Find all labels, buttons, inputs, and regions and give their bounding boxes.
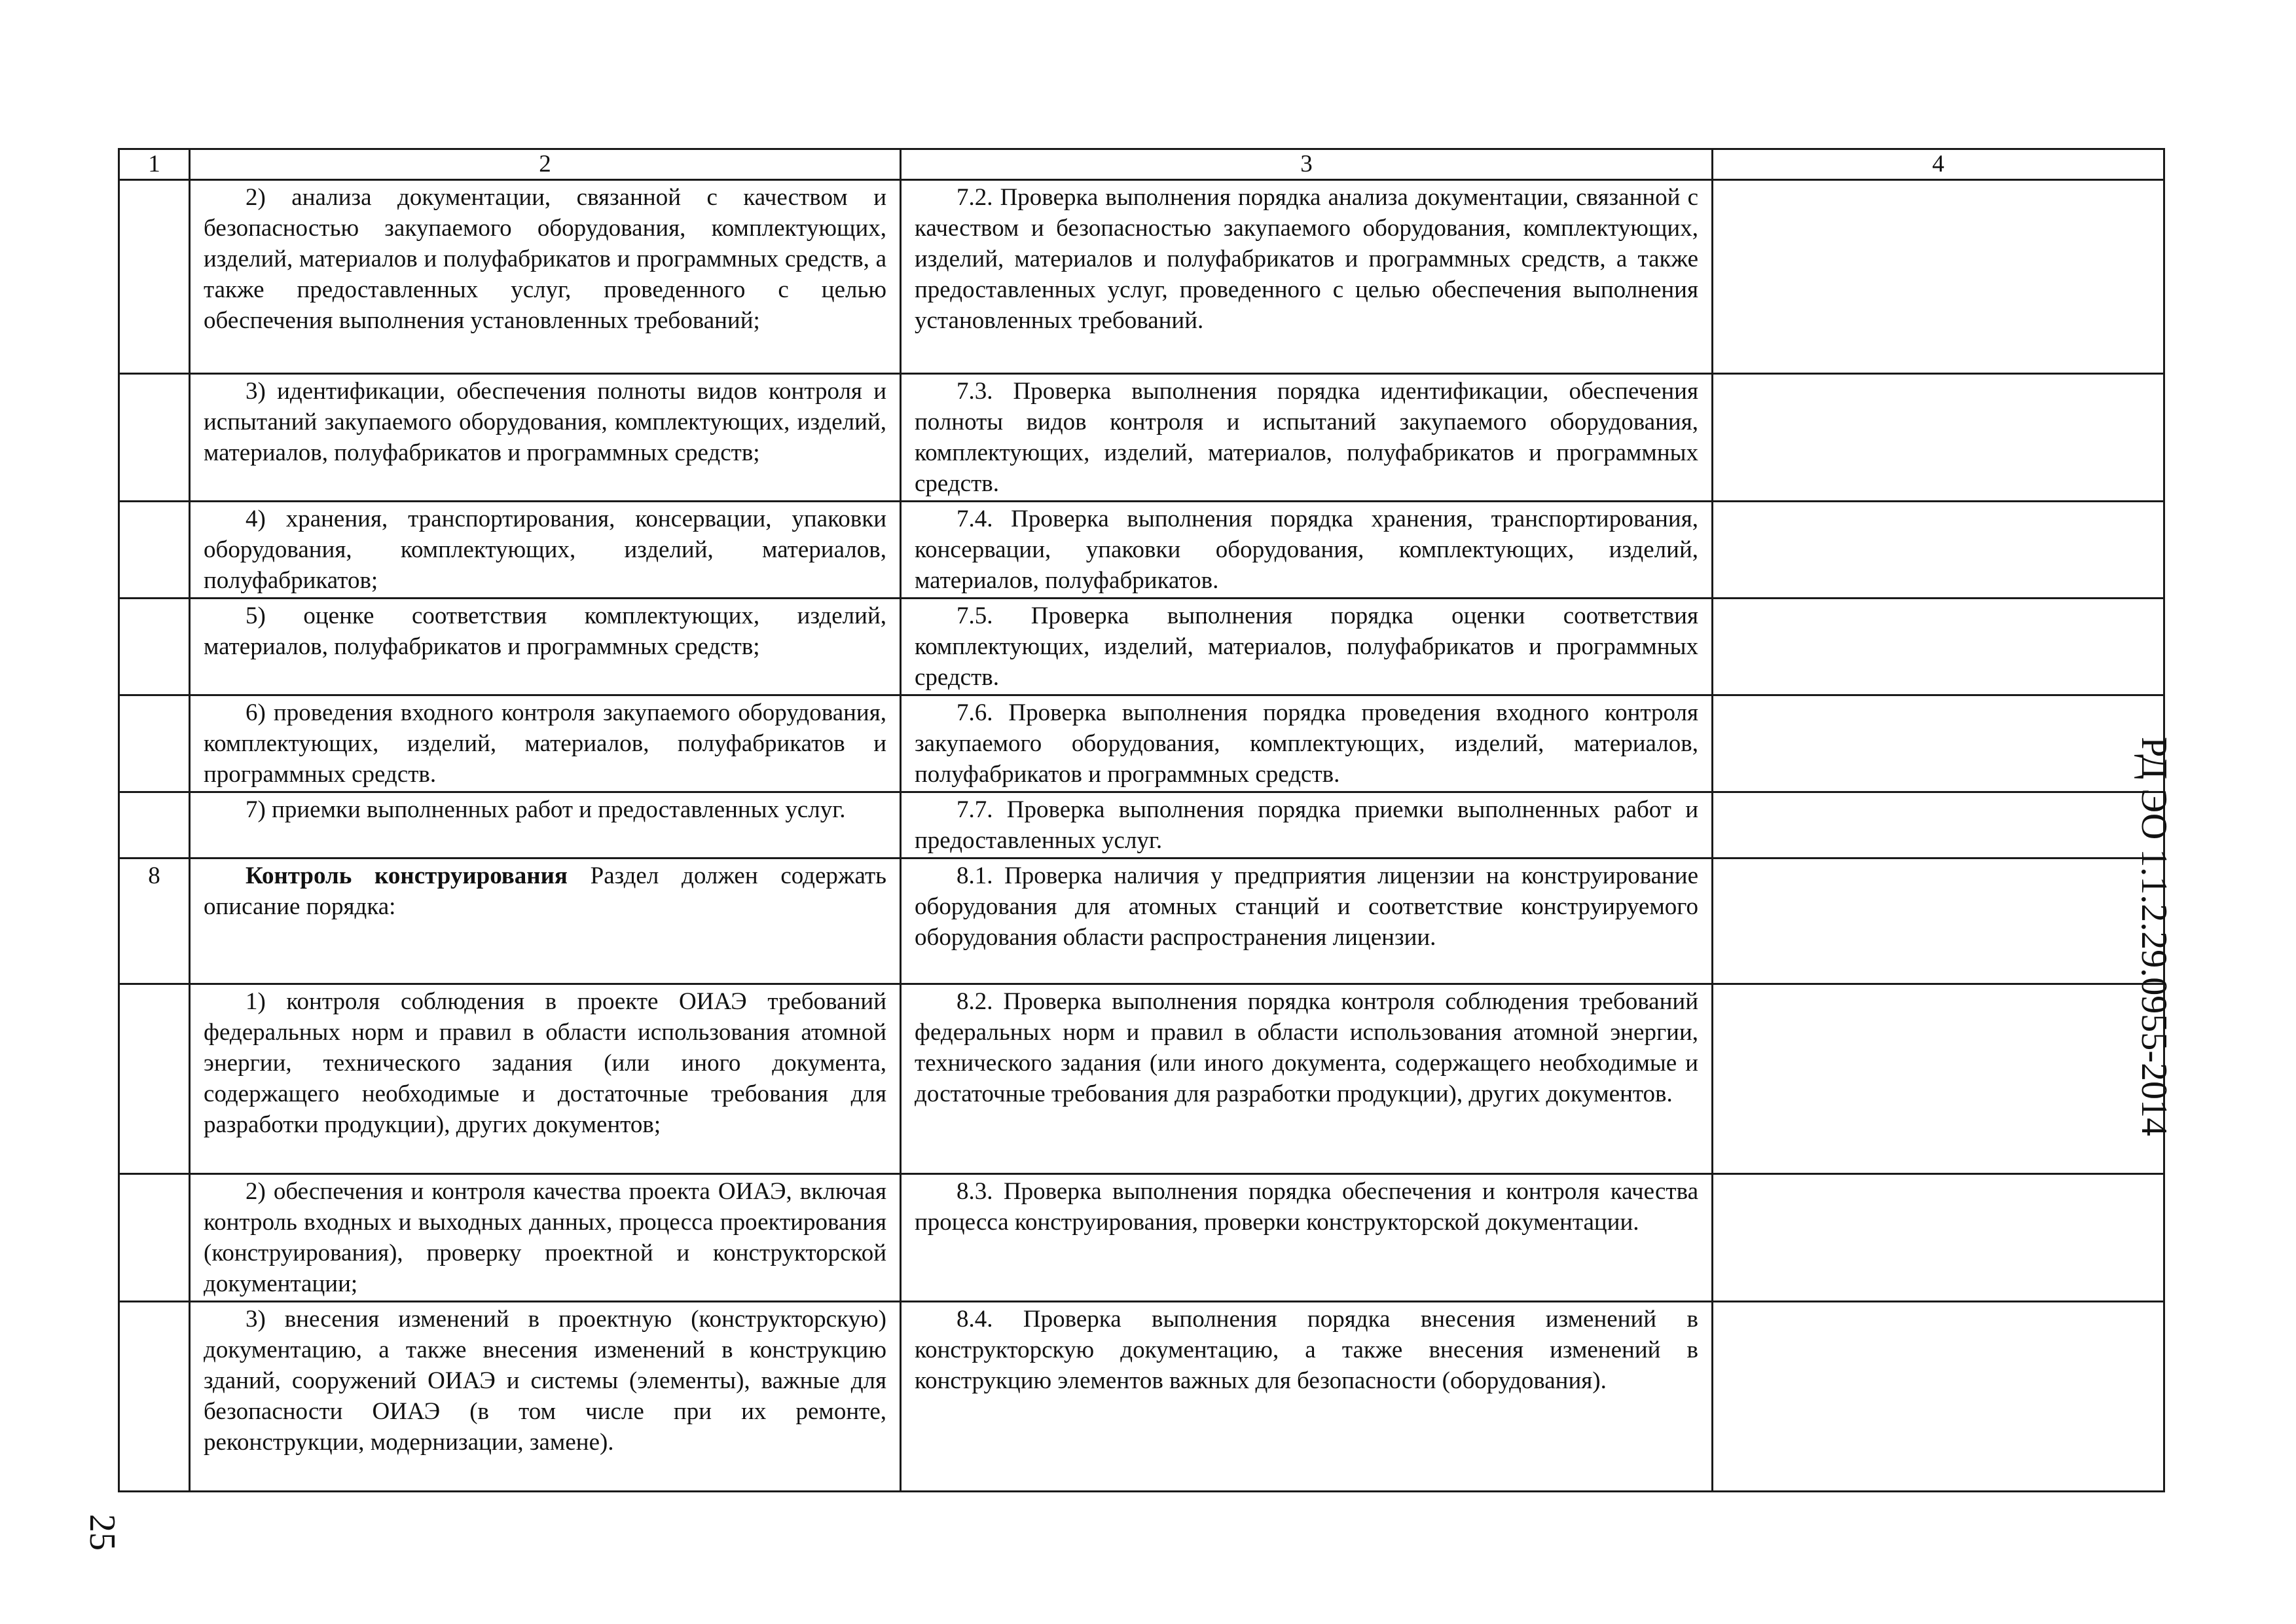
table-row <box>119 502 2164 599</box>
requirement-cell: 1) контроля соблюдения в проекте ОИАЭ требований федеральных норм и правил в области использования атомной энергии, технического задания (или иного документа, содержащего необходимые и достаточные требования для разработки продукции), других документов; <box>190 984 901 1174</box>
row-number <box>119 599 190 695</box>
requirement-cell <box>190 858 901 984</box>
table-header-row <box>119 149 2164 180</box>
table-row <box>119 1174 2164 1302</box>
row-number <box>119 180 190 374</box>
header-col-4: 4 <box>1713 149 2164 180</box>
requirement-cell: 6) проведения входного контроля закупаемого оборудования, комплектующих, изделий, материалов, полуфабрикатов и программных средств. <box>190 695 901 792</box>
document-code: РД ЭО 1.1.2.29.0955-2014 <box>2134 737 2174 1136</box>
requirement-cell: 4) хранения, транспортирования, консервации, упаковки оборудования, комплектующих, изделий, материалов, полуфабрикатов; <box>190 502 901 599</box>
header-col-1: 1 <box>119 149 190 180</box>
requirement-cell: 3) внесения изменений в проектную (конструкторскую) документацию, а также внесения изменений в конструкцию зданий, сооружений ОИАЭ и системы (элементы), важные для безопасности ОИАЭ (в том числе при их ремонте, реконструкции, модернизации, замене). <box>190 1302 901 1492</box>
table-row <box>119 180 2164 374</box>
check-cell: 8.1. Проверка наличия у предприятия лицензии на конструирование оборудования для атомных станций и соответствие конструируемого оборудования области распространения лицензии. <box>901 858 1713 984</box>
table-row <box>119 374 2164 502</box>
table-row <box>119 695 2164 792</box>
note-cell <box>1713 792 2164 858</box>
check-cell: 7.6. Проверка выполнения порядка проведения входного контроля закупаемого оборудования, комплектующих, изделий, материалов, полуфабрикатов и программных средств. <box>901 695 1713 792</box>
check-cell: 7.7. Проверка выполнения порядка приемки выполненных работ и предоставленных услуг. <box>901 792 1713 858</box>
header-col-2: 2 <box>190 149 901 180</box>
row-number <box>119 374 190 502</box>
check-cell: 8.4. Проверка выполнения порядка внесения изменений в конструкторскую документацию, а также внесения изменений в конструкцию элементов важных для безопасности (оборудования). <box>901 1302 1713 1492</box>
requirements-table <box>118 148 2165 1492</box>
note-cell <box>1713 858 2164 984</box>
check-cell: 7.5. Проверка выполнения порядка оценки соответствия комплектующих, изделий, материалов, полуфабрикатов и программных средств. <box>901 599 1713 695</box>
note-cell <box>1713 502 2164 599</box>
header-col-3: 3 <box>901 149 1713 180</box>
check-cell: 8.3. Проверка выполнения порядка обеспечения и контроля качества процесса конструирования, проверки конструкторской документации. <box>901 1174 1713 1302</box>
row-number <box>119 1302 190 1492</box>
row-number <box>119 792 190 858</box>
requirement-cell: 2) анализа документации, связанной с качеством и безопасностью закупаемого оборудования, комплектующих, изделий, материалов и полуфабрикатов и программных средств, а также предоставленных услуг, проведенного с целью обеспечения выполнения установленных требований; <box>190 180 901 374</box>
table-row <box>119 858 2164 984</box>
table-row <box>119 1302 2164 1492</box>
row-number <box>119 502 190 599</box>
requirement-cell: 7) приемки выполненных работ и предоставленных услуг. <box>190 792 901 858</box>
requirement-cell: 3) идентификации, обеспечения полноты видов контроля и испытаний закупаемого оборудования, комплектующих, изделий, материалов, полуфабрикатов и программных средств; <box>190 374 901 502</box>
section-title: Контроль конструирования <box>246 862 568 889</box>
row-number <box>119 984 190 1174</box>
table-row <box>119 984 2164 1174</box>
note-cell <box>1713 374 2164 502</box>
table-row <box>119 792 2164 858</box>
note-cell <box>1713 1302 2164 1492</box>
section-description: Раздел должен содержать описание порядка: <box>204 862 886 920</box>
check-cell: 7.2. Проверка выполнения порядка анализа документации, связанной с качеством и безопасностью закупаемого оборудования, комплектующих, изделий, материалов и полуфабрикатов и программных средств, а также предоставленных услуг, проведенного с целью обеспечения выполнения установленных требований. <box>901 180 1713 374</box>
requirement-cell: 2) обеспечения и контроля качества проекта ОИАЭ, включая контроль входных и выходных данных, процесса проектирования (конструирования), проверку проектной и конструкторской документации; <box>190 1174 901 1302</box>
check-cell: 7.4. Проверка выполнения порядка хранения, транспортирования, консервации, упаковки оборудования, комплектующих, изделий, материалов, полуфабрикатов. <box>901 502 1713 599</box>
table-row <box>119 599 2164 695</box>
check-cell: 8.2. Проверка выполнения порядка контроля соблюдения требований федеральных норм и правил в области использования атомной энергии, технического задания (или иного документа, содержащего необходимые и достаточные требования для разработки продукции), других документов. <box>901 984 1713 1174</box>
note-cell <box>1713 599 2164 695</box>
check-cell: 7.3. Проверка выполнения порядка идентификации, обеспечения полноты видов контроля и испытаний закупаемого оборудования, комплектующих, изделий, материалов, полуфабрикатов и программных средств. <box>901 374 1713 502</box>
note-cell <box>1713 695 2164 792</box>
row-number: 8 <box>119 858 190 984</box>
row-number <box>119 1174 190 1302</box>
note-cell <box>1713 180 2164 374</box>
requirement-cell: 5) оценке соответствия комплектующих, изделий, материалов, полуфабрикатов и программных средств; <box>190 599 901 695</box>
row-number <box>119 695 190 792</box>
note-cell <box>1713 1174 2164 1302</box>
note-cell <box>1713 984 2164 1174</box>
page-number: 25 <box>82 1514 122 1551</box>
